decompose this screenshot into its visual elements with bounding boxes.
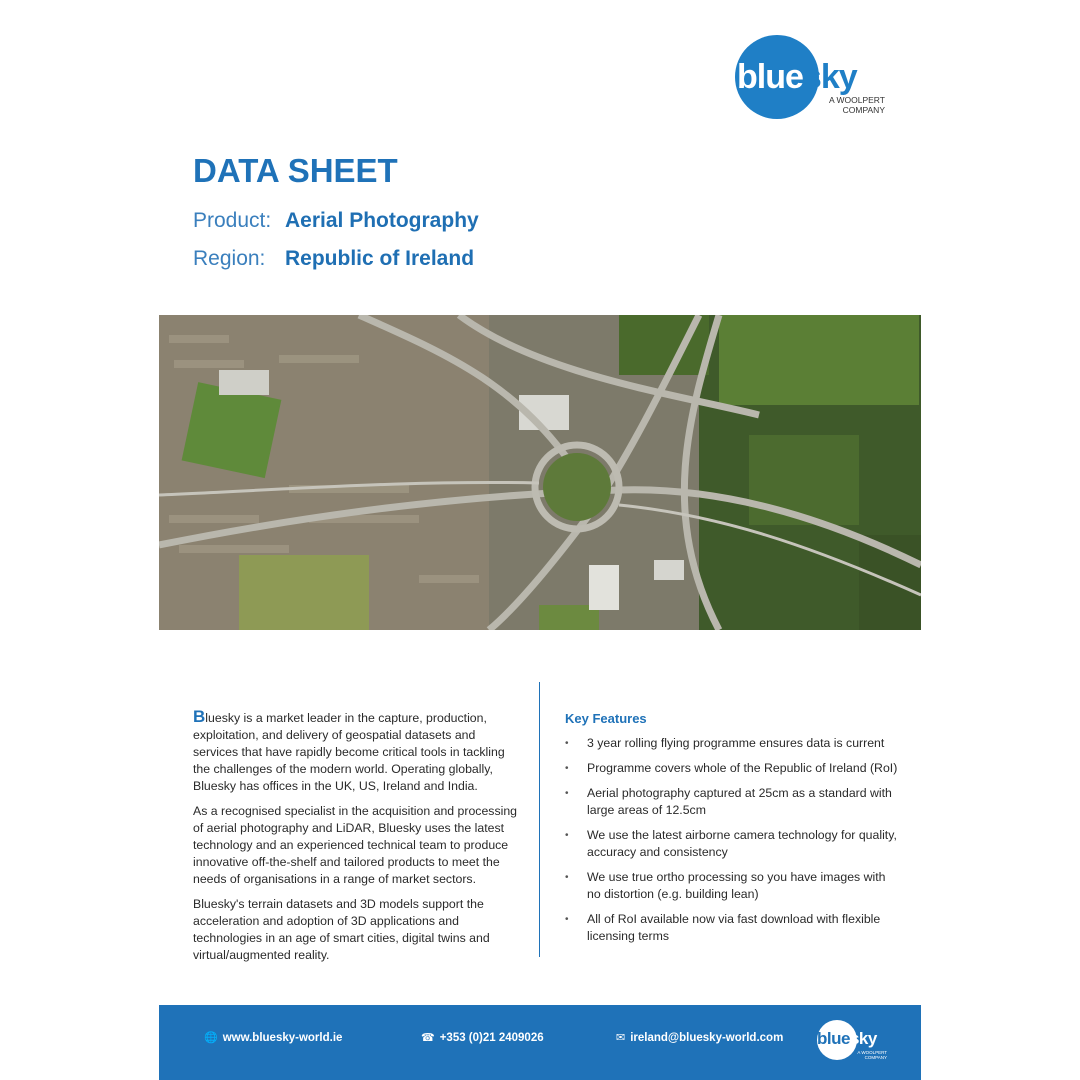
- logo-wordmark: bluesky: [737, 58, 857, 96]
- feature-item: • Aerial photography captured at 25cm as a standard with large areas of 12.5cm: [565, 785, 900, 819]
- feature-item: • 3 year rolling flying programme ensures data is current: [565, 735, 900, 752]
- footer-logo-tagline: A WOOLPERT COMPANY: [857, 1050, 887, 1060]
- column-divider: [539, 682, 540, 957]
- footer-logo-wordmark: bluesky: [817, 1029, 877, 1048]
- key-features-title: Key Features: [565, 711, 647, 726]
- feature-list: [565, 735, 900, 945]
- phone-icon: ☎: [421, 1032, 435, 1044]
- feature-item: • Programme covers whole of the Republic of Ireland (RoI): [565, 760, 900, 777]
- footer-website[interactable]: 🌐 www.bluesky-world.ie: [204, 1032, 343, 1044]
- intro-paragraph-1: Bluesky is a market leader in the capture, production, exploitation, and delivery of geospatial datasets and services that have rapidly become critical tools in tackling the challenges of the modern world. Operating globally, Bluesky has offices in the UK, US, Ireland and India.: [193, 707, 505, 793]
- footer-phone[interactable]: ☎ +353 (0)21 2409026: [421, 1032, 544, 1044]
- product-value: Aerial Photography: [285, 209, 479, 232]
- region-label: Region:: [193, 247, 266, 270]
- region-value: Republic of Ireland: [285, 247, 475, 270]
- feature-item: • We use the latest airborne camera technology for quality, accuracy and consistency: [565, 827, 900, 861]
- key-features: [565, 710, 900, 953]
- logo-tagline: A WOOLPERT COMPANY: [828, 95, 885, 115]
- footer-email[interactable]: ✉ ireland@bluesky-world.com: [616, 1032, 784, 1044]
- feature-item: • All of RoI available now via fast download with flexible licensing terms: [565, 911, 900, 945]
- product-label: Product:: [193, 209, 272, 232]
- region-row: [193, 247, 474, 271]
- globe-icon: 🌐: [204, 1032, 218, 1044]
- aerial-photo: [159, 315, 921, 630]
- footer: [159, 1005, 921, 1080]
- feature-item: • We use true ortho processing so you have images with no distortion (e.g. building lean): [565, 869, 900, 903]
- intro-column: [193, 708, 518, 972]
- product-row: [193, 209, 479, 233]
- footer-logo: [817, 1017, 887, 1063]
- page-title: DATA SHEET: [193, 152, 398, 189]
- aerial-photo-illustration: [159, 315, 921, 630]
- envelope-icon: ✉: [616, 1032, 626, 1044]
- bluesky-logo: [735, 35, 895, 125]
- intro-paragraph-3: Bluesky's terrain datasets and 3D models support the acceleration and adoption of 3D applications and technologies in an age of smart cities, digital twins and virtual/augmented reality.: [193, 897, 490, 962]
- dropcap: B: [193, 707, 206, 726]
- intro-paragraph-2: As a recognised specialist in the acquisition and processing of aerial photography and LiDAR, Bluesky uses the latest technology and an experienced technical team to produce innovative off-the-shelf and tailored products to meet the needs of organisations in a range of market sectors.: [193, 804, 518, 886]
